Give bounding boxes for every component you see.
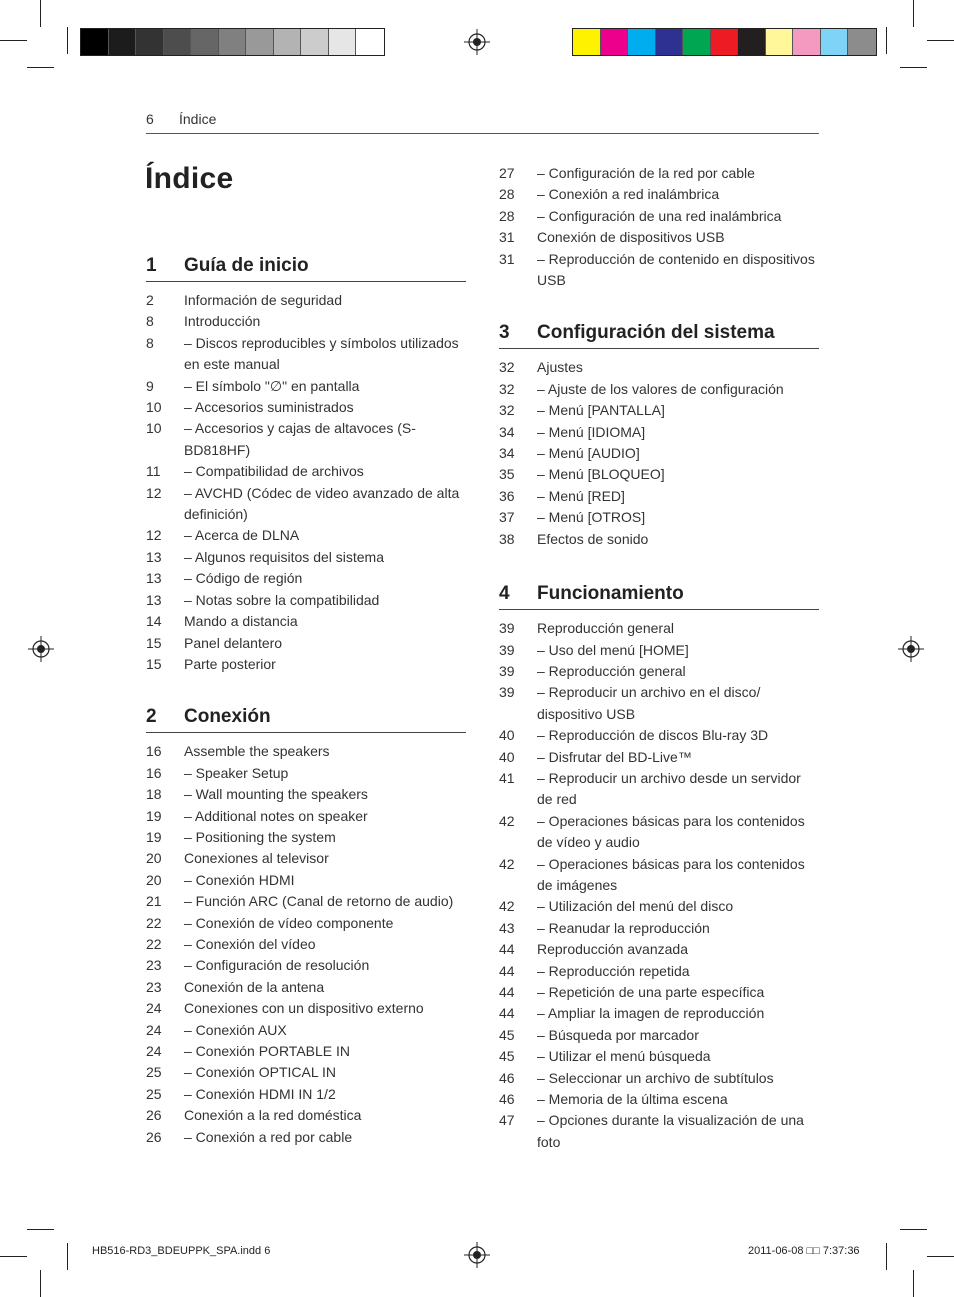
crop-mark: [913, 1270, 914, 1297]
toc-entry: [146, 870, 466, 891]
color-swatch: [301, 29, 329, 55]
toc-entry-page: 39: [499, 684, 515, 701]
toc-entry-text: – Utilizar el menú búsqueda: [537, 1048, 711, 1065]
toc-entry: [499, 1003, 819, 1024]
toc-entry-page: 24: [146, 1021, 162, 1038]
toc-entry-page: 28: [499, 186, 515, 203]
section-number: 1: [146, 255, 157, 276]
color-swatch: [219, 29, 247, 55]
toc-entry: [499, 486, 819, 507]
toc-entry-text: – Menú [PANTALLA]: [537, 402, 665, 419]
toc-entry: [499, 661, 819, 682]
toc-entry-page: 20: [146, 871, 162, 888]
toc-entry-page: 16: [146, 764, 162, 781]
color-swatch: [573, 29, 601, 55]
toc-entry: [146, 806, 466, 827]
toc-entry-page: 15: [146, 634, 162, 651]
toc-entry: [146, 998, 466, 1019]
toc-entry-page: 46: [499, 1069, 515, 1086]
footer-file-name: HB516-RD3_BDEUPPK_SPA.indd 6: [92, 1245, 271, 1257]
crop-mark: [913, 0, 914, 27]
crop-mark: [927, 1256, 954, 1257]
toc-entry-text: – Memoria de la última escena: [537, 1091, 728, 1108]
toc-entry-page: 10: [146, 420, 162, 437]
crop-mark: [0, 40, 27, 41]
toc-entry-page: 44: [499, 962, 515, 979]
toc-entry: [146, 741, 466, 762]
toc-entry-page: 42: [499, 812, 515, 829]
toc-entry-text: – Reproducir un archivo en el disco/ dispositivo USB: [537, 684, 761, 722]
toc-entry: [146, 376, 466, 397]
toc-entry-text: Efectos de sonido: [537, 530, 649, 547]
toc-section: [499, 163, 819, 291]
toc-entry-text: Mando a distancia: [184, 613, 298, 630]
toc-entry-page: 24: [146, 1043, 162, 1059]
toc-entry-text: – Configuración de resolución: [184, 957, 370, 974]
color-swatch: [356, 29, 384, 55]
toc-entry-page: 8: [146, 334, 154, 351]
toc-entry-text: – Conexión AUX: [184, 1021, 287, 1038]
toc-entry: [146, 848, 466, 869]
toc-entry-page: 44: [499, 1005, 515, 1022]
toc-entry: [146, 1041, 466, 1062]
toc-entry: [499, 618, 819, 639]
toc-entry: [499, 507, 819, 528]
toc-entry: [146, 525, 466, 546]
toc-entry-page: 25: [146, 1085, 162, 1102]
toc-entry-text: – Conexión a red inalámbrica: [537, 186, 720, 203]
crop-mark: [900, 67, 927, 68]
toc-entry-page: 15: [146, 655, 162, 672]
toc-entry-text: Reproducción general: [537, 620, 674, 637]
toc-entry-page: 22: [146, 914, 162, 931]
toc-entry: [146, 547, 466, 568]
toc-entry: [499, 1046, 819, 1067]
toc-entry-page: 8: [146, 313, 154, 330]
toc-entry-page: 39: [499, 620, 515, 637]
color-swatch: [191, 29, 219, 55]
toc-entry-text: – Función ARC (Canal de retorno de audio): [184, 893, 454, 910]
toc-entry-page: 20: [146, 850, 162, 867]
toc-entry: [499, 422, 819, 443]
toc-entry-text: – Algunos requisitos del sistema: [184, 548, 384, 565]
toc-entry: [499, 163, 819, 184]
toc-entry: [146, 397, 466, 418]
toc-section: [499, 583, 819, 1153]
color-swatch: [601, 29, 629, 55]
toc-entry-page: 11: [146, 463, 161, 480]
toc-entry-page: 9: [146, 377, 154, 394]
color-swatch: [683, 29, 711, 55]
toc-entry: [499, 640, 819, 661]
toc-entry-page: 36: [499, 487, 515, 504]
toc-entry: [146, 891, 466, 912]
color-swatch: [246, 29, 274, 55]
toc-entry: [146, 1062, 466, 1083]
toc-entry-page: 10: [146, 399, 162, 416]
toc-entry-text: – Conexión HDMI: [184, 871, 295, 888]
registration-mark-icon: [28, 636, 54, 662]
toc-entry-text: – Reproducir un archivo desde un servidor de red: [537, 769, 801, 808]
color-swatch: [628, 29, 656, 55]
toc-entry: [146, 913, 466, 934]
toc-entry-text: – Reproducción general: [537, 662, 686, 679]
toc-entry-text: – Menú [BLOQUEO]: [537, 466, 665, 483]
toc-entry: [146, 1020, 466, 1041]
toc-entry-page: 31: [499, 229, 515, 246]
toc-entry-page: 26: [146, 1107, 162, 1124]
toc-entry: [499, 896, 819, 917]
color-swatch: [136, 29, 164, 55]
toc-entry-text: – Positioning the system: [184, 828, 336, 845]
toc-entry-page: 21: [146, 893, 162, 910]
section-heading: [146, 706, 466, 733]
toc-entry-page: 27: [499, 165, 515, 181]
toc-entry-text: – Conexión del vídeo: [184, 935, 316, 952]
toc-entry-page: 47: [499, 1112, 515, 1129]
toc-entry: [146, 784, 466, 805]
toc-entry: [146, 418, 466, 461]
crop-mark: [0, 1256, 27, 1257]
section-number: 4: [499, 583, 510, 605]
toc-entry-page: 34: [499, 423, 515, 440]
color-swatch: [164, 29, 192, 55]
toc-entry: [146, 333, 466, 376]
toc-entry: [499, 1068, 819, 1089]
toc-entry: [146, 611, 466, 632]
crop-mark: [27, 67, 54, 68]
color-swatch: [766, 29, 794, 55]
toc-entry-text: – Reproducción repetida: [537, 962, 690, 979]
section-heading: [499, 583, 819, 610]
toc-entry: [499, 1110, 819, 1153]
color-swatch: [738, 29, 766, 55]
header-rule: [146, 133, 819, 134]
toc-entry-page: 23: [146, 957, 162, 974]
toc-entry-text: Conexión de la antena: [184, 978, 325, 995]
toc-entry-page: 13: [146, 570, 162, 587]
color-swatch: [848, 29, 876, 55]
toc-entry: [499, 529, 819, 550]
toc-entry-text: – Opciones durante la visualización de una foto: [537, 1112, 804, 1150]
crop-mark: [27, 1229, 54, 1230]
color-swatch: [793, 29, 821, 55]
toc-entry-page: 24: [146, 1000, 162, 1017]
toc-entry: [146, 311, 466, 332]
crop-mark: [900, 1229, 927, 1230]
toc-entry: [146, 461, 466, 482]
section-heading: [499, 322, 819, 349]
toc-entry-text: Parte posterior: [184, 655, 276, 672]
section-title: Funcionamiento: [537, 583, 684, 605]
toc-entry-text: – Menú [IDIOMA]: [537, 423, 646, 440]
header-page-number: 6: [146, 111, 154, 127]
toc-entry-text: Conexión de dispositivos USB: [537, 229, 725, 246]
toc-entry-text: – Notas sobre la compatibilidad: [184, 591, 380, 608]
color-swatch: [711, 29, 739, 55]
toc-entry-page: 34: [499, 445, 515, 462]
toc-entry-text: – Reproducción de contenido en dispositivos USB: [537, 250, 815, 289]
toc-entry: [499, 811, 819, 854]
toc-entry-page: 26: [146, 1128, 162, 1145]
toc-entry-page: 13: [146, 591, 162, 608]
toc-entry-text: Conexiones al televisor: [184, 850, 329, 867]
section-title: Guía de inicio: [184, 255, 309, 276]
toc-entry: [499, 206, 819, 227]
toc-section: [146, 706, 466, 1148]
toc-entry-text: – El símbolo "∅" en pantalla: [184, 377, 360, 394]
toc-entry-page: 14: [146, 613, 162, 630]
section-number: 3: [499, 322, 510, 344]
toc-entry-text: – Additional notes on speaker: [184, 807, 368, 824]
toc-entry-text: Ajustes: [537, 359, 583, 376]
toc-entry: [499, 768, 819, 811]
toc-entry-page: 44: [499, 941, 515, 958]
toc-entry-page: 18: [146, 786, 162, 803]
toc-entry: [146, 654, 466, 675]
toc-entry-page: 41: [499, 769, 515, 786]
toc-entry: [146, 1105, 466, 1126]
toc-entry-page: 2: [146, 292, 154, 308]
toc-entry: [499, 939, 819, 960]
toc-entry-page: 19: [146, 828, 162, 845]
crop-mark: [40, 1270, 41, 1297]
toc-entry-text: – Código de región: [184, 570, 303, 587]
toc-entry: [499, 443, 819, 464]
toc-entry: [499, 961, 819, 982]
toc-entry: [499, 227, 819, 248]
crop-mark: [40, 0, 41, 27]
toc-entry-page: 19: [146, 807, 162, 824]
toc-entry-page: 32: [499, 359, 515, 376]
registration-mark-icon: [898, 636, 924, 662]
toc-entry-page: 44: [499, 984, 515, 1000]
toc-entry-page: 39: [499, 662, 515, 679]
toc-entry: [499, 725, 819, 746]
toc-entry: [499, 379, 819, 400]
toc-entry-page: 12: [146, 527, 162, 544]
toc-entry: [499, 918, 819, 939]
gray-swatch-bar: [80, 28, 385, 56]
crop-mark: [67, 1243, 68, 1270]
toc-entry: [499, 1025, 819, 1046]
toc-entry-page: 37: [499, 509, 515, 526]
toc-entry-page: 39: [499, 641, 515, 658]
toc-entry-text: – Menú [RED]: [537, 487, 625, 504]
toc-entry-text: – Seleccionar un archivo de subtítulos: [537, 1069, 774, 1086]
toc-entry: [146, 590, 466, 611]
registration-mark-icon: [464, 1242, 490, 1268]
color-swatch: [329, 29, 357, 55]
toc-entry-text: – Configuración de la red por cable: [537, 165, 755, 181]
crop-mark: [67, 27, 68, 54]
toc-entry-text: – Compatibilidad de archivos: [184, 463, 364, 480]
toc-entry: [146, 977, 466, 998]
toc-entry-text: – Wall mounting the speakers: [184, 786, 368, 803]
toc-entry-text: – Conexión de vídeo componente: [184, 914, 394, 931]
footer-date: 2011-06-08 □□ 7:37:36: [748, 1245, 860, 1257]
toc-entry: [499, 854, 819, 897]
toc-entry-page: 35: [499, 466, 515, 483]
toc-entry: [499, 400, 819, 421]
toc-entry: [499, 682, 819, 725]
toc-entry-page: 32: [499, 402, 515, 419]
toc-entry-text: – Menú [OTROS]: [537, 509, 646, 526]
toc-entry-text: – Reanudar la reproducción: [537, 919, 710, 936]
toc-entry: [499, 747, 819, 768]
toc-entry: [499, 184, 819, 205]
toc-entry-page: 32: [499, 380, 515, 397]
toc-entry-page: 22: [146, 935, 162, 952]
page-title: Índice: [145, 162, 234, 195]
toc-entry-page: 31: [499, 250, 515, 267]
toc-entry: [146, 1084, 466, 1105]
crop-mark: [886, 27, 887, 54]
toc-entry-text: – Conexión a red por cable: [184, 1128, 353, 1145]
toc-entry-text: – Búsqueda por marcador: [537, 1026, 699, 1043]
toc-entry-text: – AVCHD (Códec de video avanzado de alta definición): [184, 484, 460, 523]
color-swatch-bar: [572, 28, 877, 56]
toc-entry-text: – Operaciones básicas para los contenidos de vídeo y audio: [537, 812, 805, 851]
registration-mark-icon: [464, 29, 490, 55]
toc-entry-page: 40: [499, 748, 515, 765]
toc-entry-page: 40: [499, 727, 515, 744]
toc-entry-text: Información de seguridad: [184, 292, 342, 308]
color-swatch: [81, 29, 109, 55]
toc-entry-text: Reproducción avanzada: [537, 941, 688, 958]
toc-entry-page: 13: [146, 548, 162, 565]
toc-entry-text: – Accesorios y cajas de altavoces (S-BD818HF): [184, 420, 416, 458]
toc-entry-page: 28: [499, 207, 515, 224]
toc-entry-text: Conexión a la red doméstica: [184, 1107, 362, 1124]
toc-entry-page: 46: [499, 1091, 515, 1108]
toc-entry-text: – Configuración de una red inalámbrica: [537, 207, 782, 224]
toc-entry-text: – Conexión OPTICAL IN: [184, 1064, 336, 1081]
toc-entry-page: 38: [499, 530, 515, 547]
toc-entry-text: – Disfrutar del BD-Live™: [537, 748, 692, 765]
toc-entry-text: Panel delantero: [184, 634, 283, 651]
toc-entry: [499, 249, 819, 292]
toc-entry-text: – Acerca de DLNA: [184, 527, 300, 544]
toc-entry-text: – Operaciones básicas para los contenidos de imágenes: [537, 855, 805, 893]
toc-entry-page: 23: [146, 978, 162, 995]
toc-entry: [499, 982, 819, 1003]
crop-mark: [927, 40, 954, 41]
toc-entry: [146, 763, 466, 784]
color-swatch: [274, 29, 302, 55]
toc-entry-page: 16: [146, 743, 162, 760]
section-title: Configuración del sistema: [537, 322, 775, 344]
toc-entry: [499, 357, 819, 378]
section-heading: [146, 255, 466, 282]
toc-entry-text: Conexiones con un dispositivo externo: [184, 1000, 424, 1017]
toc-entry-page: 42: [499, 855, 515, 872]
toc-entry-text: – Ampliar la imagen de reproducción: [537, 1005, 765, 1022]
toc-entry: [146, 633, 466, 654]
toc-entry-text: – Ajuste de los valores de configuración: [537, 380, 784, 397]
toc-entry-page: 43: [499, 919, 515, 936]
toc-entry-text: Introducción: [184, 313, 261, 330]
color-swatch: [656, 29, 684, 55]
toc-section: [499, 322, 819, 550]
color-swatch: [821, 29, 849, 55]
toc-entry: [146, 290, 466, 311]
toc-entry-text: – Speaker Setup: [184, 764, 289, 781]
toc-entry-text: – Conexión HDMI IN 1/2: [184, 1085, 336, 1102]
toc-entry-text: – Reproducción de discos Blu-ray 3D: [537, 727, 769, 744]
toc-entry-page: 25: [146, 1064, 162, 1081]
toc-entry: [146, 568, 466, 589]
color-swatch: [109, 29, 137, 55]
toc-entry: [146, 483, 466, 526]
toc-entry-text: – Utilización del menú del disco: [537, 898, 734, 915]
toc-entry-text: – Repetición de una parte específica: [537, 984, 765, 1000]
section-number: 2: [146, 706, 157, 728]
toc-column-left: [146, 255, 466, 1148]
toc-entry-text: Assemble the speakers: [184, 743, 330, 760]
crop-mark: [886, 1243, 887, 1270]
toc-entry: [146, 955, 466, 976]
toc-entry-page: 42: [499, 898, 515, 915]
toc-section: [146, 255, 466, 675]
toc-column-right: [499, 163, 819, 1153]
toc-entry: [146, 1127, 466, 1148]
toc-entry-text: – Accesorios suministrados: [184, 399, 354, 416]
header-section-title: Índice: [179, 111, 217, 127]
toc-entry-text: – Menú [AUDIO]: [537, 445, 640, 462]
toc-entry-page: 45: [499, 1026, 515, 1043]
toc-entry: [146, 827, 466, 848]
toc-entry: [499, 464, 819, 485]
toc-entry-text: – Uso del menú [HOME]: [537, 641, 689, 658]
toc-entry-page: 45: [499, 1048, 515, 1065]
section-title: Conexión: [184, 706, 271, 728]
toc-entry-text: – Conexión PORTABLE IN: [184, 1043, 351, 1059]
toc-entry-text: – Discos reproducibles y símbolos utilizados en este manual: [184, 334, 459, 373]
toc-entry: [499, 1089, 819, 1110]
toc-entry-page: 12: [146, 484, 162, 501]
toc-entry: [146, 934, 466, 955]
